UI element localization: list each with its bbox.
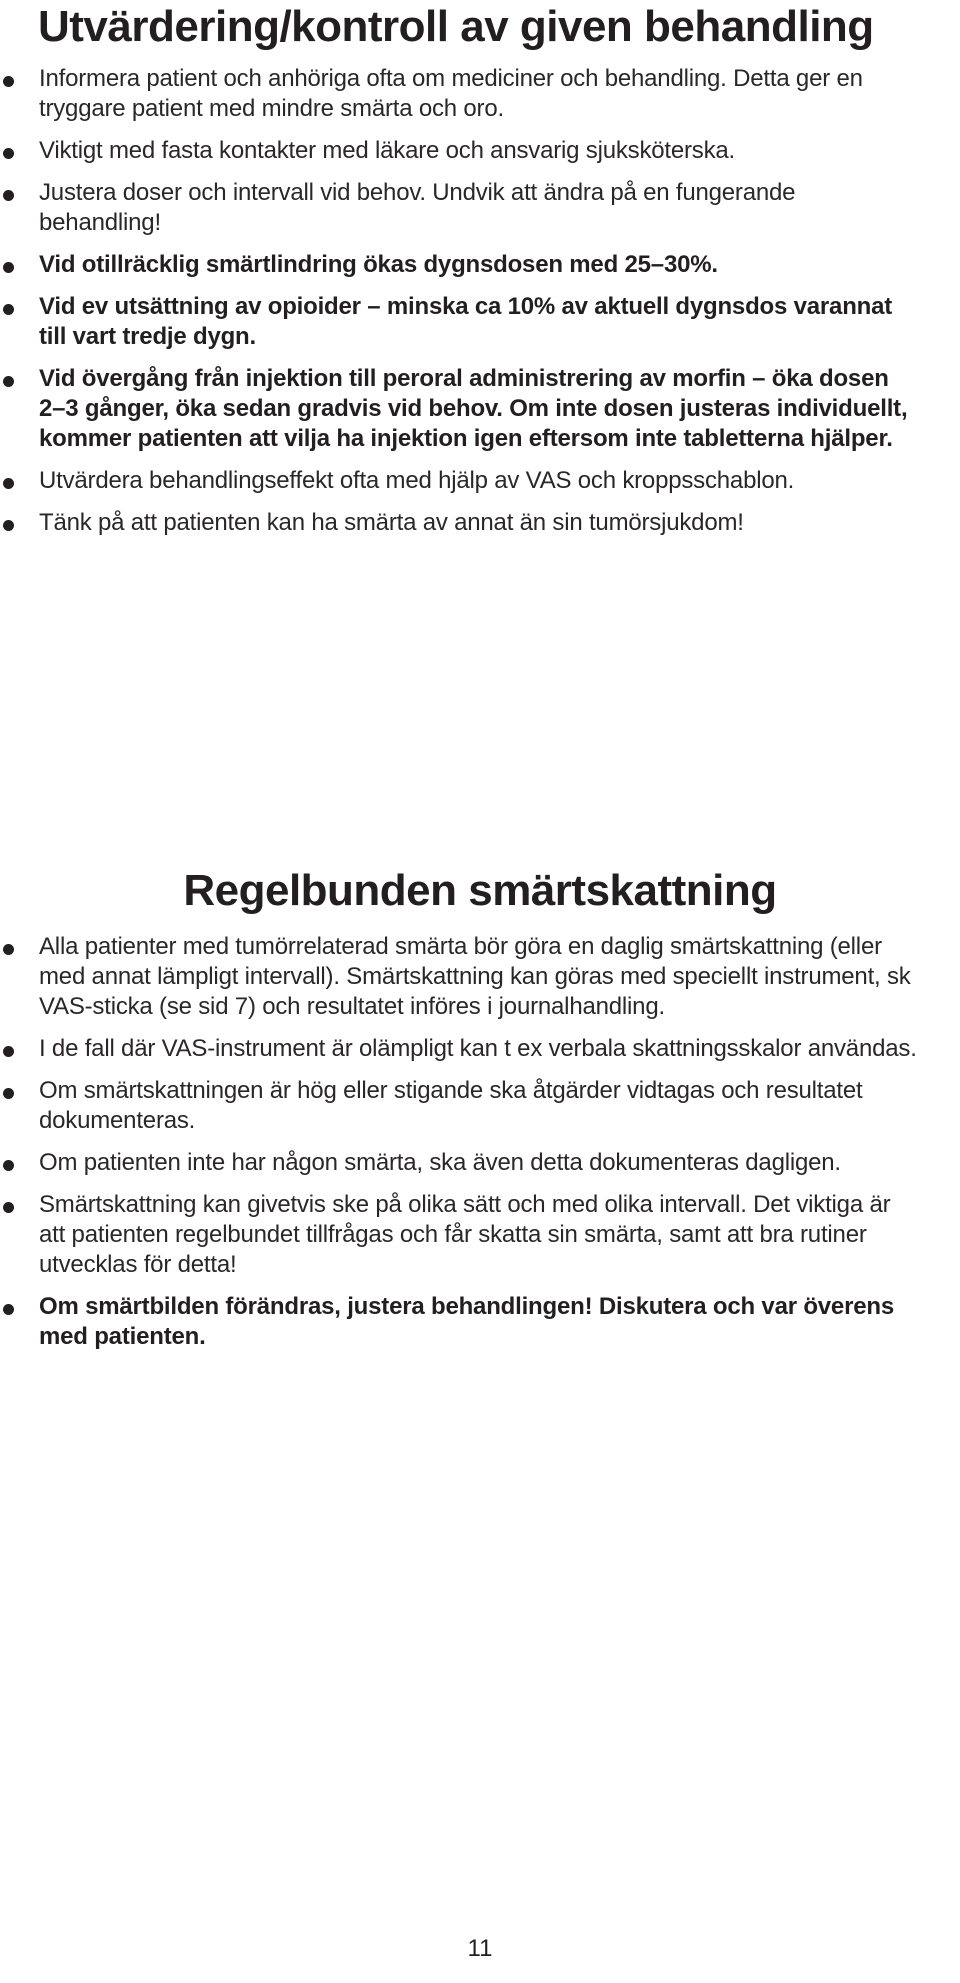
- list-item: [0, 1190, 921, 1280]
- evaluation-bullet-list: [0, 64, 960, 550]
- list-item-text: I de fall där VAS-instrument är olämpligt kan t ex verbala skattningsskalor användas.: [39, 1035, 917, 1062]
- list-item: [0, 136, 921, 166]
- bullet-dot-icon: [3, 190, 14, 201]
- list-item-text: Vid otillräcklig smärtlindring ökas dygnsdosen med 25–30%.: [39, 251, 718, 278]
- bullet-dot-icon: [3, 304, 14, 315]
- list-item-text: Vid övergång från injektion till peroral administrering av morfin – öka dosen 2–3 gånger, öka sedan gradvis vid behov. Om inte dosen justeras individuellt, kommer patienten att vilja ha injektion igen eftersom inte tabletterna hjälper.: [39, 365, 908, 452]
- list-item-text: Viktigt med fasta kontakter med läkare och ansvarig sjuksköterska.: [39, 137, 736, 164]
- bullet-dot-icon: [3, 76, 14, 87]
- list-item-text: Vid ev utsättning av opioider – minska ca 10% av aktuell dygnsdos varannat till vart tredje dygn.: [39, 293, 893, 350]
- section-title-pain-assessment: Regelbunden smärtskattning: [183, 866, 777, 915]
- bullet-dot-icon: [3, 944, 14, 955]
- list-item: [0, 292, 921, 352]
- section-title-evaluation: Utvärdering/kontroll av given behandling: [38, 2, 874, 51]
- bullet-dot-icon: [3, 520, 14, 531]
- list-item: [0, 508, 921, 538]
- list-item: [0, 64, 921, 124]
- bullet-dot-icon: [3, 1304, 14, 1315]
- list-item: [0, 1292, 921, 1352]
- bullet-dot-icon: [3, 148, 14, 159]
- list-item-text: Om smärtskattningen är hög eller stigande ska åtgärder vidtagas och resultatet dokumenteras.: [39, 1077, 863, 1134]
- list-item-text: Informera patient och anhöriga ofta om mediciner och behandling. Detta ger en tryggare patient med mindre smärta och oro.: [39, 65, 863, 122]
- bullet-dot-icon: [3, 376, 14, 387]
- list-item: [0, 466, 921, 496]
- list-item-text: Justera doser och intervall vid behov. Undvik att ändra på en fungerande behandling!: [39, 179, 796, 236]
- bullet-dot-icon: [3, 478, 14, 489]
- list-item-text: Om smärtbilden förändras, justera behandlingen! Diskutera och var överens med patienten.: [39, 1293, 894, 1350]
- list-item-text: Tänk på att patienten kan ha smärta av annat än sin tumörsjukdom!: [39, 509, 744, 536]
- bullet-dot-icon: [3, 1088, 14, 1099]
- list-item-text: Om patienten inte har någon smärta, ska även detta dokumenteras dagligen.: [39, 1149, 841, 1176]
- bullet-dot-icon: [3, 1160, 14, 1171]
- list-item: [0, 1076, 921, 1136]
- list-item: [0, 1148, 921, 1178]
- bullet-dot-icon: [3, 1046, 14, 1057]
- list-item: [0, 178, 921, 238]
- list-item-text: Alla patienter med tumörrelaterad smärta bör göra en daglig smärtskattning (eller med annat lämpligt intervall). Smärtskattning kan göras med speciellt instrument, sk VAS-sticka (se sid 7) och resultatet införes i journalhandling.: [39, 933, 911, 1020]
- list-item: [0, 932, 921, 1022]
- list-item: [0, 250, 921, 280]
- bullet-dot-icon: [3, 262, 14, 273]
- bullet-dot-icon: [3, 1202, 14, 1213]
- list-item: [0, 1034, 921, 1064]
- list-item-text: Utvärdera behandlingseffekt ofta med hjälp av VAS och kroppsschablon.: [39, 467, 795, 494]
- pain-assessment-bullet-list: [0, 932, 960, 1364]
- list-item-text: Smärtskattning kan givetvis ske på olika sätt och med olika intervall. Det viktiga är att patienten regelbundet tillfrågas och får skatta sin smärta, samt att bra rutiner utvecklas för detta!: [39, 1191, 891, 1278]
- page-number: 11: [467, 1935, 493, 1962]
- list-item: [0, 364, 921, 454]
